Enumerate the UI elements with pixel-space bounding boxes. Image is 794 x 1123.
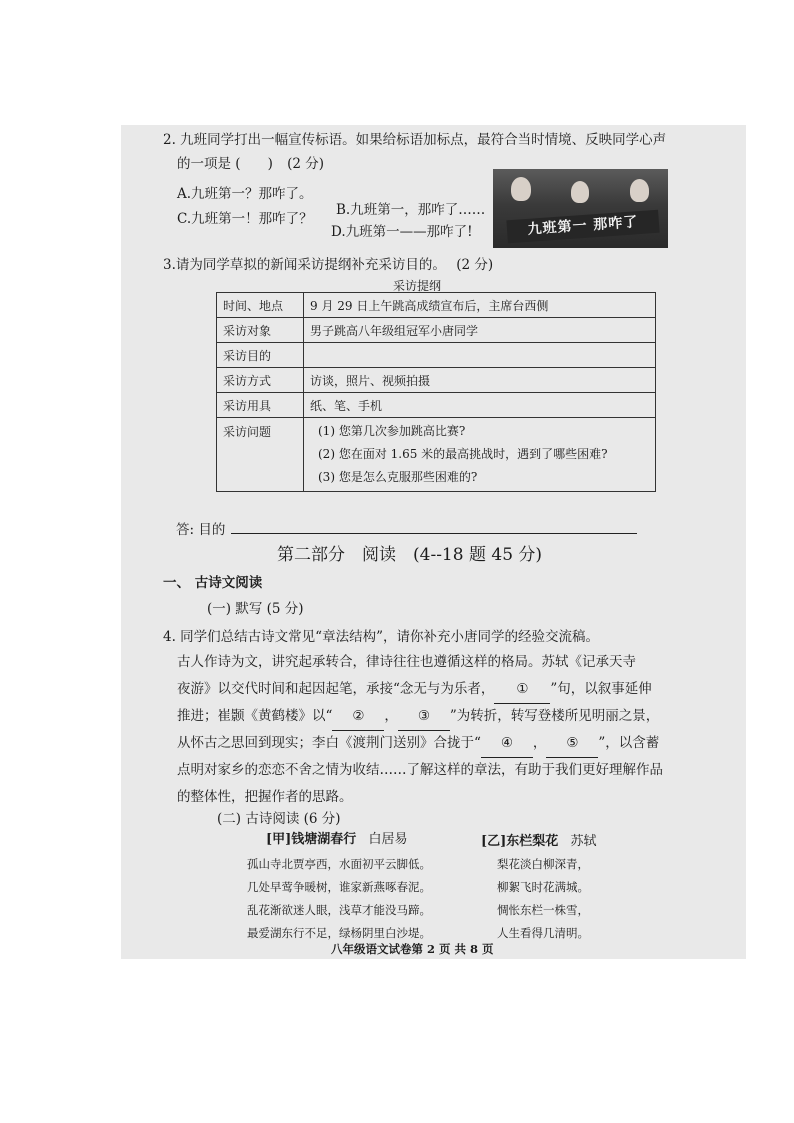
row-value: 9 月 29 日上午跳高成绩宣布后，主席台西侧 <box>304 293 656 318</box>
q2-stem-line1: 2. 九班同学打出一幅宣传标语。如果给标语加标点，最符合当时情境、反映同学心声 <box>163 132 667 148</box>
poem-yi-heading <box>481 830 596 849</box>
row-label: 采访目的 <box>217 343 304 368</box>
para-text: ”句，以叙事延伸 <box>550 681 652 697</box>
q2-option-a: A.九班第一？那咋了。 <box>177 186 313 202</box>
photo-person <box>630 179 649 202</box>
q2-stem-prefix: 的一项是 <box>177 156 231 172</box>
q4-stem: 4. 同学们总结古诗文常见“章法结构”，请你补充小唐同学的经验交流稿。 <box>163 629 599 645</box>
poem-yi-body <box>497 853 589 945</box>
poem-jia-author: 白居易 <box>368 832 408 847</box>
blank-4[interactable]: ④ <box>481 730 533 758</box>
photo-person <box>511 177 531 201</box>
poem-jia-title: [甲]钱塘湖春行 <box>266 832 357 847</box>
poem-line: 柳絮飞时花满城。 <box>497 880 589 894</box>
table-row <box>217 293 656 318</box>
poem-line: 惆怅东栏一株雪， <box>497 903 589 917</box>
poem-line: 几处早莺争暖树，谁家新燕啄春泥。 <box>247 880 431 894</box>
para-text: 推进；崔颢《黄鹤楼》以“ <box>177 708 333 724</box>
q2-option-c: C.九班第一！那咋了？ <box>177 211 313 227</box>
poem-line: 孤山寺北贾亭西，水面初平云脚低。 <box>247 857 431 871</box>
interview-outline-table <box>216 292 656 492</box>
q3-answer-prefix: 答: 目的 <box>176 522 226 538</box>
part2-heading: 第二部分 阅读 (4--18 题 45 分) <box>277 545 543 565</box>
q2-score: (2 分) <box>287 156 325 172</box>
row-label: 采访方式 <box>217 368 304 393</box>
q2-option-d: D.九班第一——那咋了! <box>331 224 473 240</box>
poem-jia-body <box>247 853 431 945</box>
blank-5[interactable]: ⑤ <box>546 730 598 758</box>
question-item: (3) 您是怎么克服那些困难的? <box>318 470 478 484</box>
para-text: 夜游》以交代时间和起因起笔，承接“念无与为乐者， <box>177 681 495 697</box>
blank-3[interactable]: ③ <box>398 703 450 731</box>
table-row <box>217 418 656 492</box>
row-label: 时间、地点 <box>217 293 304 318</box>
q3-answer-line <box>231 533 637 534</box>
q4-para-line <box>177 730 697 758</box>
q3-score: (2 分) <box>456 257 494 273</box>
row-label: 采访问题 <box>217 418 304 492</box>
question-item: (2) 您在面对 1.65 米的最高挑战时，遇到了哪些困难? <box>318 447 608 461</box>
table-row <box>217 368 656 393</box>
purpose-empty-cell <box>304 343 656 368</box>
poem-line: 最爱湖东行不足，绿杨阴里白沙堤。 <box>247 926 431 940</box>
row-value: 男子跳高八年级组冠军小唐同学 <box>304 318 656 343</box>
poem-line: 梨花淡白柳深青， <box>497 857 589 871</box>
q2-stem-line2 <box>177 152 324 172</box>
para-text: ”，以含蓄 <box>598 735 660 751</box>
para-comma: ， <box>532 735 547 751</box>
q4-para-line: 古人作诗为文，讲究起承转合，律诗往往也遵循这样的格局。苏轼《记承天寺 <box>177 654 636 670</box>
blank-2[interactable]: ② <box>332 703 384 731</box>
q2-slogan-photo <box>493 169 668 248</box>
q2-answer-paren: ( ) <box>235 156 273 172</box>
section-classical-reading: 一、 古诗文阅读 <box>163 575 263 591</box>
q4-para-line: 点明对家乡的恋恋不舍之情为收结……了解这样的章法，有助于我们更好理解作品 <box>177 762 663 778</box>
table-row <box>217 343 656 368</box>
poem-line: 乱花渐欲迷人眼，浅草才能没马蹄。 <box>247 903 431 917</box>
q4-para-line <box>177 703 697 731</box>
poem-yi-title: [乙]东栏梨花 <box>481 834 559 849</box>
blank-1[interactable]: ① <box>494 676 550 704</box>
exam-page-photo <box>121 125 746 959</box>
questions-cell <box>304 418 656 492</box>
para-text: 从怀古之思回到现实；李白《渡荆门送别》合拢于“ <box>177 735 481 751</box>
page-footer: 八年级语文试卷第 2 页 共 8 页 <box>331 942 494 956</box>
photo-person <box>571 181 589 203</box>
q4-para-line: 的整体性，把握作者的思路。 <box>177 789 353 805</box>
row-label: 采访用具 <box>217 393 304 418</box>
poem-jia-heading <box>266 828 407 847</box>
subsection-dictation: (一) 默写 (5 分) <box>207 601 304 617</box>
q2-option-b: B.九班第一，那咋了…… <box>336 202 486 218</box>
q4-para-line <box>177 676 697 704</box>
para-comma: ， <box>384 708 398 724</box>
para-text: ”为转折，转写登楼所见明丽之景， <box>449 708 660 724</box>
poem-line: 人生看得几清明。 <box>497 926 589 940</box>
outline-table-title: 采访提纲 <box>393 279 442 293</box>
slogan-banner: 九班第一 那咋了 <box>506 210 659 244</box>
q3-stem: 3.请为同学草拟的新闻采访提纲补充采访目的。 <box>163 257 446 273</box>
question-item: (1) 您第几次参加跳高比赛? <box>318 424 466 438</box>
table-row <box>217 393 656 418</box>
table-row <box>217 318 656 343</box>
row-value: 纸、笔、手机 <box>304 393 656 418</box>
row-value: 访谈，照片、视频拍摄 <box>304 368 656 393</box>
poem-yi-author: 苏轼 <box>570 834 597 849</box>
row-label: 采访对象 <box>217 318 304 343</box>
q3-stem-line <box>163 253 493 273</box>
subsection-poetry: (二) 古诗阅读 (6 分) <box>217 811 341 827</box>
